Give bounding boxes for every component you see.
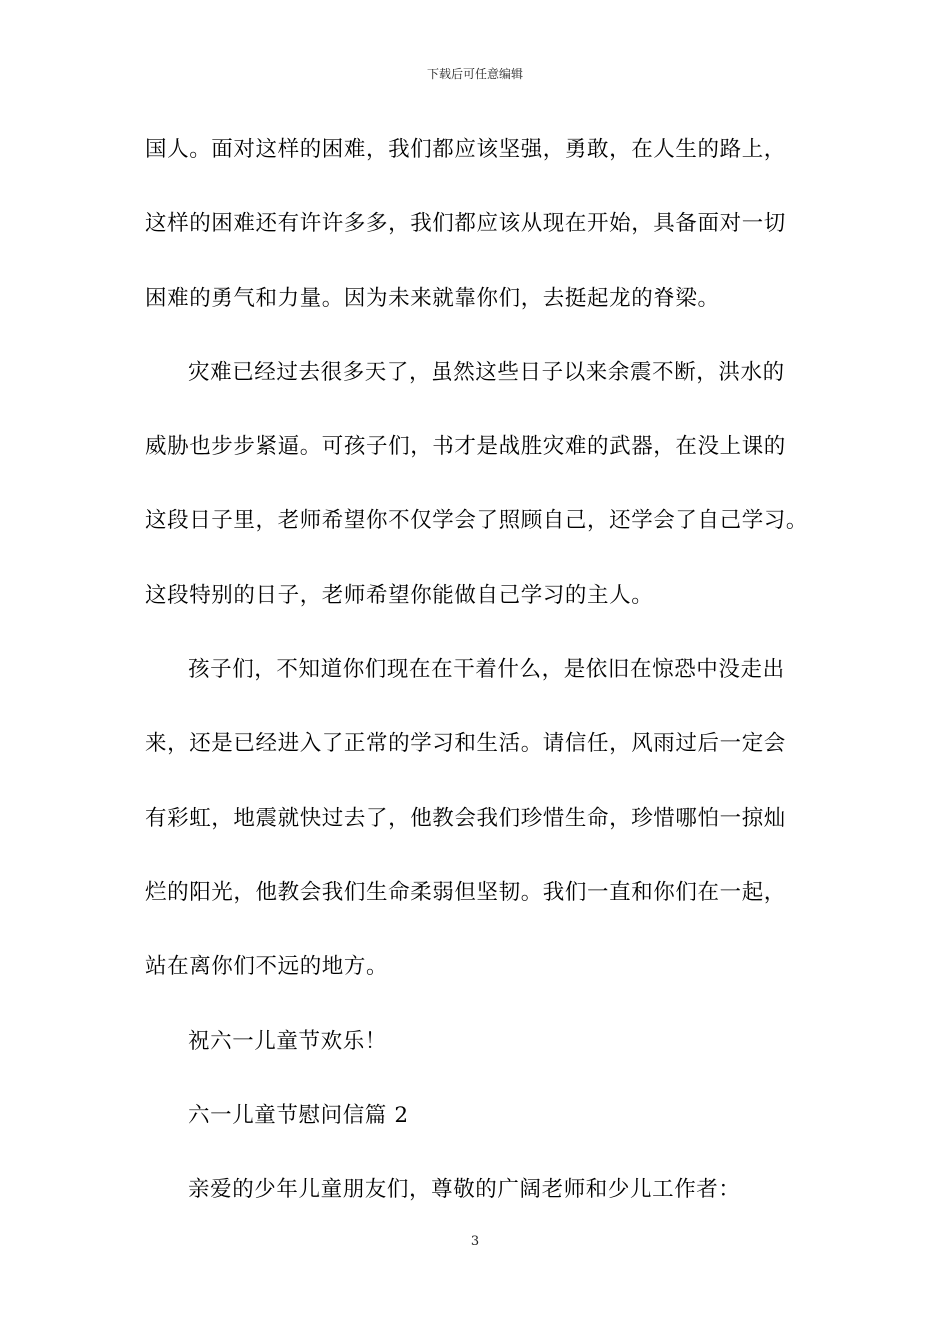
text-line: 烂的阳光，他教会我们生命柔弱但坚韧。我们一直和你们在一起， <box>145 879 786 905</box>
text-line: 来，还是已经进入了正常的学习和生活。请信任，风雨过后一定会 <box>145 731 786 757</box>
text-line: 这段日子里，老师希望你不仅学会了照顾自己，还学会了自己学习。 <box>145 508 809 534</box>
text-line: 国人。面对这样的困难，我们都应该坚强，勇敢，在人生的路上， <box>145 137 786 162</box>
text-line: 有彩虹，地震就快过去了，他教会我们珍惜生命，珍惜哪怕一掠灿 <box>145 805 786 831</box>
text-line: 这段特别的日子，老师希望你能做自己学习的主人。 <box>145 582 654 608</box>
text-line: 祝六一儿童节欢乐！ <box>188 1028 387 1054</box>
text-line: 站在离你们不远的地方。 <box>145 954 389 980</box>
document-body <box>145 126 820 1240</box>
text-line: 困难的勇气和力量。因为未来就靠你们，去挺起龙的脊梁。 <box>145 285 720 311</box>
text-line: 这样的困难还有许许多多，我们都应该从现在开始，具备面对一切 <box>145 211 786 237</box>
page-header: 下载后可任意编辑 <box>426 67 523 81</box>
text-line: 灾难已经过去很多天了，虽然这些日子以来余震不断，洪水的 <box>188 359 785 385</box>
text-line: 亲爱的少年儿童朋友们，尊敬的广阔老师和少儿工作者： <box>188 1177 741 1203</box>
page-number: 3 <box>470 1234 480 1249</box>
section-heading: 六一儿童节慰问信篇 2 <box>188 1102 409 1128</box>
text-line: 威胁也步步紧逼。可孩子们，书才是战胜灾难的武器，在没上课的 <box>145 434 786 460</box>
text-line: 孩子们，不知道你们现在在干着什么，是依旧在惊恐中没走出 <box>188 657 785 683</box>
